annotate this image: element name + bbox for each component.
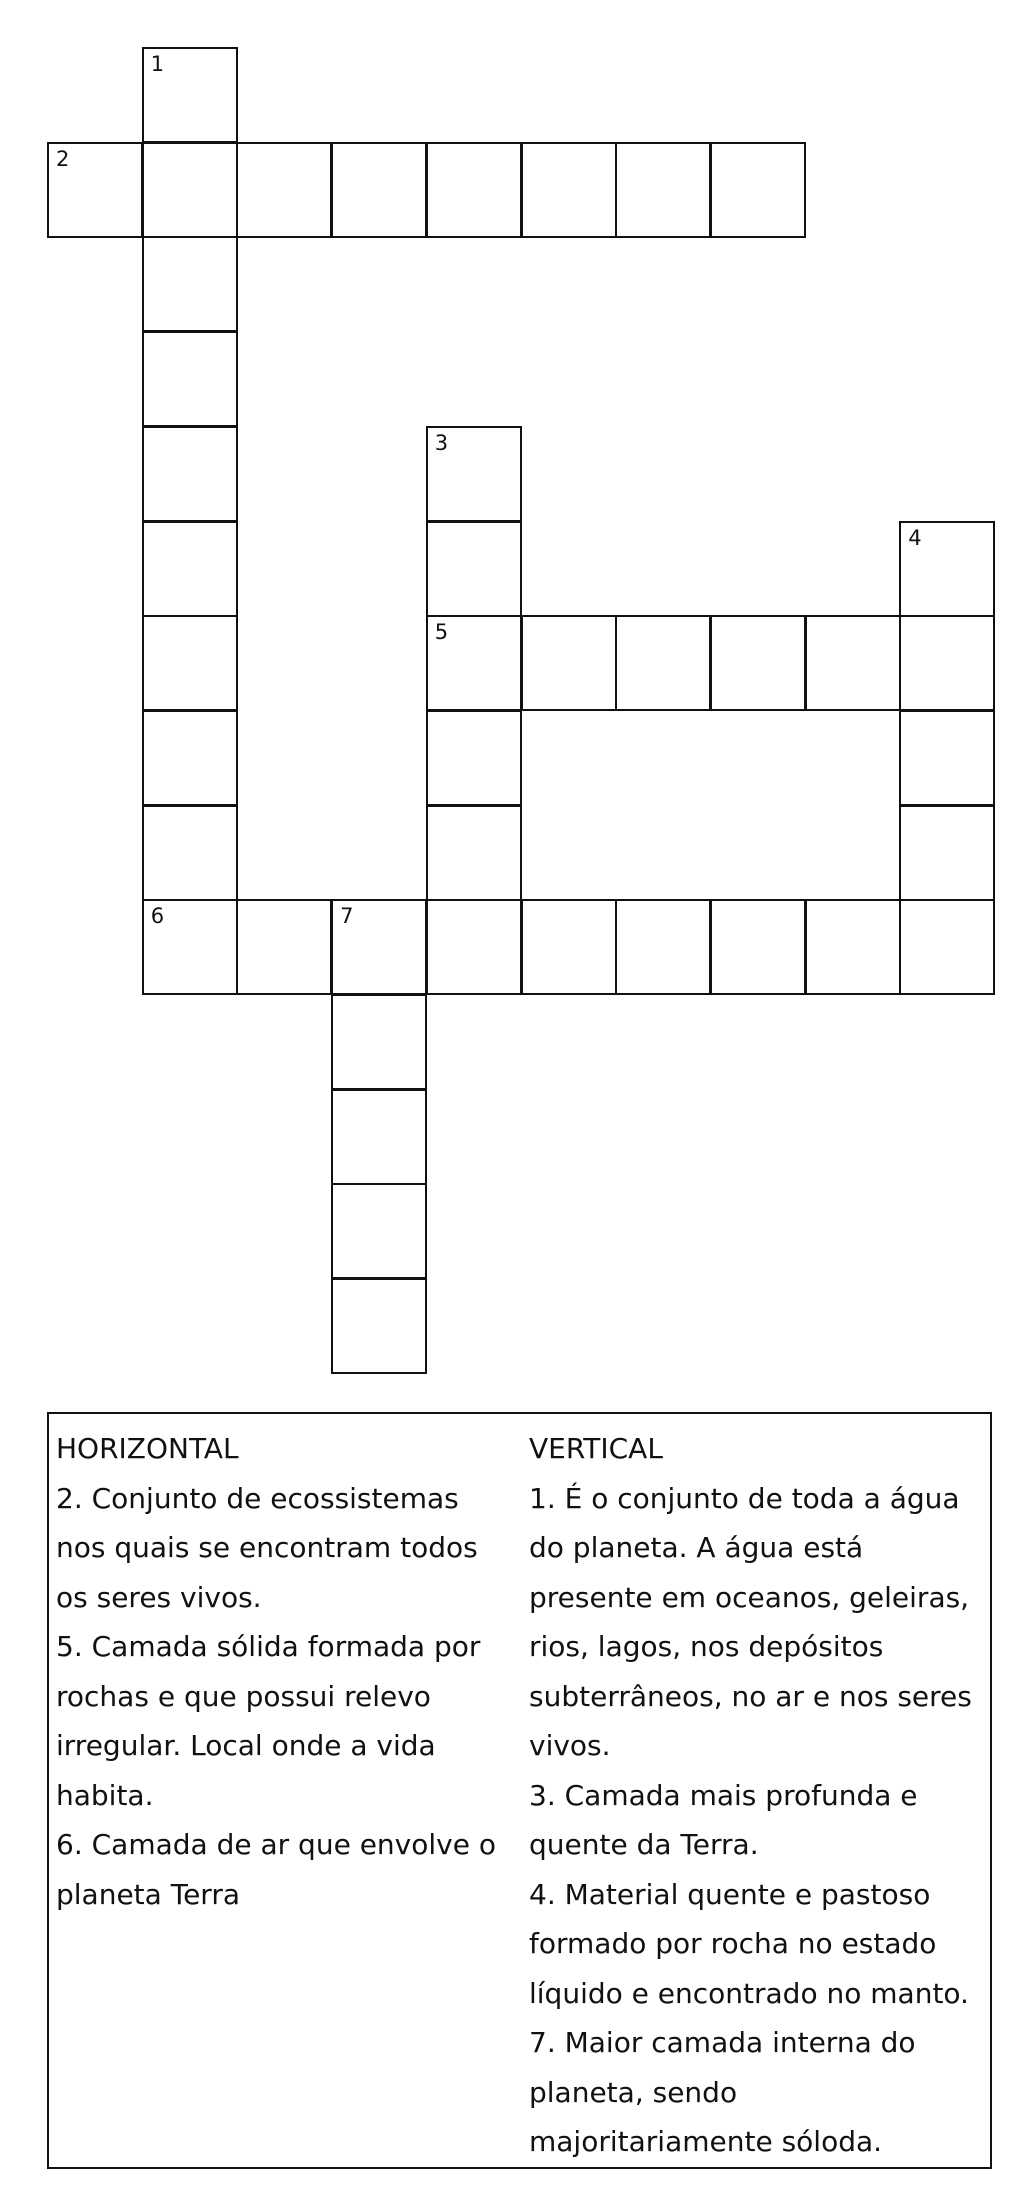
crossword-cell[interactable] xyxy=(710,615,806,711)
crossword-cell[interactable] xyxy=(426,899,522,995)
crossword-cell[interactable] xyxy=(805,615,901,711)
clue-1-vertical: 1. É o conjunto de toda a água do planeta. A água está presente em oceanos, geleiras, rios, lagos, nos depósitos subterrâneos, no ar e nos seres vivos. xyxy=(529,1481,972,1762)
crossword-cell[interactable] xyxy=(710,142,806,238)
crossword-cell[interactable] xyxy=(142,47,238,143)
clue-5-horizontal: 5. Camada sólida formada por rochas e que possui relevo irregular. Local onde a vida habita. xyxy=(56,1630,481,1812)
horizontal-heading: HORIZONTAL xyxy=(56,1432,239,1465)
crossword-cell[interactable] xyxy=(142,899,238,995)
crossword-cell[interactable] xyxy=(899,805,995,901)
crossword-cell[interactable] xyxy=(521,899,617,995)
crossword-cell[interactable] xyxy=(236,899,332,995)
crossword-cell[interactable] xyxy=(426,805,522,901)
horizontal-clues xyxy=(56,1424,516,1919)
crossword-cell[interactable] xyxy=(142,236,238,332)
clue-number: 2 xyxy=(56,146,70,171)
clue-number: 3 xyxy=(434,430,449,455)
crossword-cell[interactable] xyxy=(615,899,711,995)
crossword-cell[interactable] xyxy=(142,142,238,238)
crossword-cell[interactable] xyxy=(426,426,522,522)
crossword-cell[interactable] xyxy=(142,331,238,427)
crossword-cell[interactable] xyxy=(615,615,711,711)
crossword-cell[interactable] xyxy=(142,710,238,806)
clue-number: 7 xyxy=(340,904,354,929)
crossword-cell[interactable] xyxy=(331,994,427,1090)
crossword-cell[interactable] xyxy=(142,805,238,901)
crossword-cell[interactable] xyxy=(331,1089,427,1185)
clue-number: 5 xyxy=(434,620,449,645)
crossword-cell[interactable] xyxy=(426,521,522,617)
clue-7-vertical: 7. Maior camada interna do planeta, sendo majoritariamente sóloda. xyxy=(529,2026,916,2158)
crossword-cell[interactable] xyxy=(521,142,617,238)
clue-number: 1 xyxy=(150,52,165,76)
crossword-cell[interactable] xyxy=(710,899,806,995)
clues-box xyxy=(47,1412,992,2169)
crossword-cell[interactable] xyxy=(331,1183,427,1279)
clue-6-horizontal: 6. Camada de ar que envolve o planeta Terra xyxy=(56,1828,496,1911)
crossword-cell[interactable] xyxy=(615,142,711,238)
crossword-cell[interactable] xyxy=(426,710,522,806)
crossword-cell[interactable] xyxy=(426,142,522,238)
crossword-cell[interactable] xyxy=(142,426,238,522)
crossword-cell[interactable] xyxy=(426,615,522,711)
clue-4-vertical: 4. Material quente e pastoso formado por rocha no estado líquido e encontrado no manto. xyxy=(529,1877,969,2010)
vertical-clues xyxy=(529,1424,989,2167)
crossword-cell[interactable] xyxy=(142,521,238,617)
clue-number: 4 xyxy=(908,525,922,550)
crossword-cell[interactable] xyxy=(331,1278,427,1374)
clue-2-horizontal: 2. Conjunto de ecossistemas nos quais se encontram todos os seres vivos. xyxy=(56,1481,478,1614)
crossword-cell[interactable] xyxy=(899,710,995,806)
crossword-cell[interactable] xyxy=(899,521,995,617)
crossword-cell[interactable] xyxy=(521,615,617,711)
crossword-cell[interactable] xyxy=(331,899,427,995)
crossword-cell[interactable] xyxy=(331,142,427,238)
clue-number: 6 xyxy=(150,904,165,929)
crossword-cell[interactable] xyxy=(47,142,143,238)
crossword-cell[interactable] xyxy=(805,899,901,995)
crossword-cell[interactable] xyxy=(236,142,332,238)
crossword-cell[interactable] xyxy=(142,615,238,711)
clue-3-vertical: 3. Camada mais profunda e quente da Terra. xyxy=(529,1778,918,1861)
crossword-cell[interactable] xyxy=(899,615,995,711)
vertical-heading: VERTICAL xyxy=(529,1432,663,1465)
crossword-cell[interactable] xyxy=(899,899,995,995)
